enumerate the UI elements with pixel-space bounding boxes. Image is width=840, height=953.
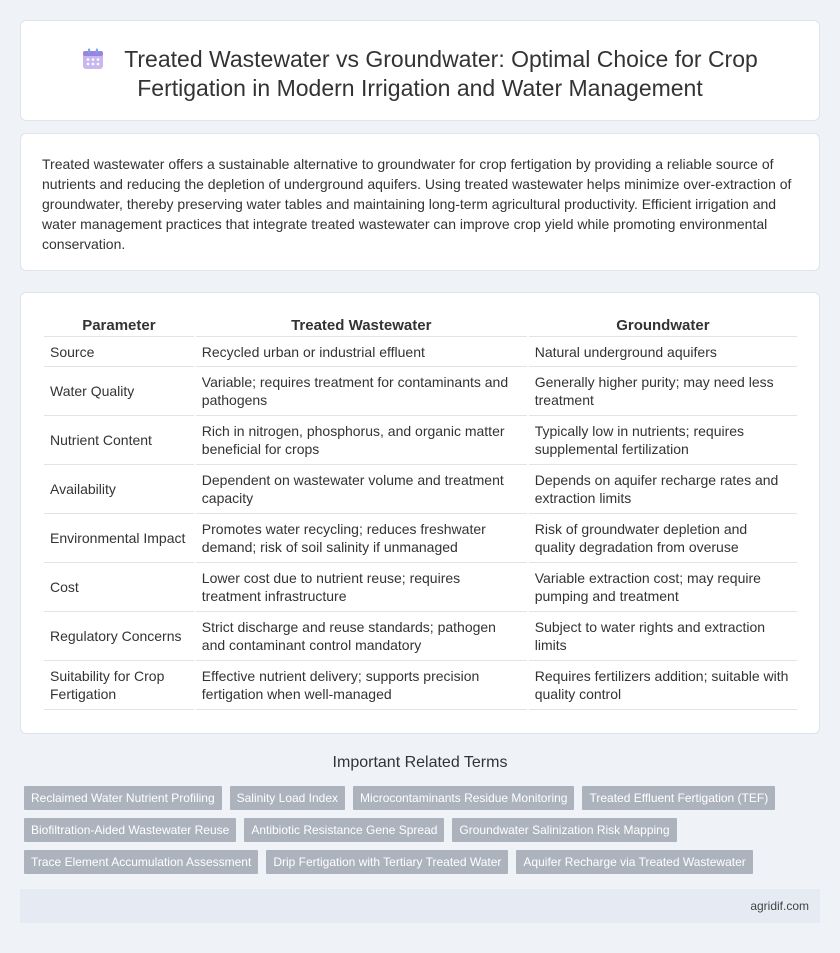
footer-site-link[interactable]: agridif.com	[750, 899, 809, 913]
term-row	[24, 850, 816, 874]
cell-groundwater: Variable extraction cost; may require pumping and treatment	[529, 563, 797, 612]
term-tag[interactable]: Treated Effluent Fertigation (TEF)	[582, 786, 775, 810]
table-row	[44, 465, 797, 514]
cell-groundwater: Depends on aquifer recharge rates and extraction limits	[529, 465, 797, 514]
cell-groundwater: Generally higher purity; may need less treatment	[529, 367, 797, 416]
table-row	[44, 514, 797, 563]
title-card	[20, 20, 820, 121]
term-tag[interactable]: Trace Element Accumulation Assessment	[24, 850, 258, 874]
comparison-table	[42, 314, 799, 710]
cell-treated-wastewater: Lower cost due to nutrient reuse; requires treatment infrastructure	[196, 563, 527, 612]
cell-groundwater: Subject to water rights and extraction limits	[529, 612, 797, 661]
cell-treated-wastewater: Rich in nitrogen, phosphorus, and organic matter beneficial for crops	[196, 416, 527, 465]
table-row	[44, 367, 797, 416]
table-row	[44, 661, 797, 710]
table-row	[44, 563, 797, 612]
cell-parameter: Availability	[44, 465, 194, 514]
term-tag[interactable]: Salinity Load Index	[230, 786, 345, 810]
table-header-row	[44, 314, 797, 337]
cell-parameter: Environmental Impact	[44, 514, 194, 563]
cell-groundwater: Risk of groundwater depletion and quality degradation from overuse	[529, 514, 797, 563]
related-terms-list	[24, 786, 816, 882]
cell-parameter: Suitability for Crop Fertigation	[44, 661, 194, 710]
cell-parameter: Nutrient Content	[44, 416, 194, 465]
cell-treated-wastewater: Effective nutrient delivery; supports precision fertigation when well-managed	[196, 661, 527, 710]
cell-treated-wastewater: Dependent on wastewater volume and treatment capacity	[196, 465, 527, 514]
term-tag[interactable]: Microcontaminants Residue Monitoring	[353, 786, 574, 810]
cell-parameter: Source	[44, 337, 194, 367]
term-tag[interactable]: Aquifer Recharge via Treated Wastewater	[516, 850, 752, 874]
cell-treated-wastewater: Promotes water recycling; reduces freshwater demand; risk of soil salinity if unmanaged	[196, 514, 527, 563]
cell-groundwater: Requires fertilizers addition; suitable with quality control	[529, 661, 797, 710]
cell-parameter: Water Quality	[44, 367, 194, 416]
term-tag[interactable]: Groundwater Salinization Risk Mapping	[452, 818, 676, 842]
table-row	[44, 416, 797, 465]
table-row	[44, 612, 797, 661]
page-title: Treated Wastewater vs Groundwater: Optimal Choice for Crop Fertigation in Modern Irrigation and Water Management	[124, 46, 758, 101]
calendar-icon	[82, 48, 104, 70]
header-groundwater: Groundwater	[529, 314, 797, 337]
intro-paragraph: Treated wastewater offers a sustainable alternative to groundwater for crop fertigation by providing a reliable source of nutrients and reducing the depletion of underground aquifers. Using treated wastewater helps minimize over-extraction of groundwater, thereby preserving water tables and maintaining long-term agricultural productivity. Efficient irrigation and water management practices that integrate treated wastewater can improve crop yield while promoting environmental conservation.	[42, 156, 792, 252]
header-parameter: Parameter	[44, 314, 194, 337]
table-row	[44, 337, 797, 367]
term-tag[interactable]: Drip Fertigation with Tertiary Treated Water	[266, 850, 508, 874]
cell-treated-wastewater: Strict discharge and reuse standards; pathogen and contaminant control mandatory	[196, 612, 527, 661]
cell-parameter: Cost	[44, 563, 194, 612]
cell-groundwater: Typically low in nutrients; requires supplemental fertilization	[529, 416, 797, 465]
related-terms-heading: Important Related Terms	[332, 754, 508, 771]
cell-groundwater: Natural underground aquifers	[529, 337, 797, 367]
term-tag[interactable]: Antibiotic Resistance Gene Spread	[244, 818, 444, 842]
header-treated-wastewater: Treated Wastewater	[196, 314, 527, 337]
term-tag[interactable]: Reclaimed Water Nutrient Profiling	[24, 786, 222, 810]
footer-bar	[20, 889, 820, 923]
term-row	[24, 786, 816, 810]
cell-treated-wastewater: Recycled urban or industrial effluent	[196, 337, 527, 367]
page-title-wrap	[21, 45, 819, 103]
term-tag[interactable]: Biofiltration-Aided Wastewater Reuse	[24, 818, 236, 842]
cell-parameter: Regulatory Concerns	[44, 612, 194, 661]
intro-card	[20, 133, 820, 271]
term-row	[24, 818, 816, 842]
comparison-table-card	[20, 292, 820, 734]
cell-treated-wastewater: Variable; requires treatment for contaminants and pathogens	[196, 367, 527, 416]
